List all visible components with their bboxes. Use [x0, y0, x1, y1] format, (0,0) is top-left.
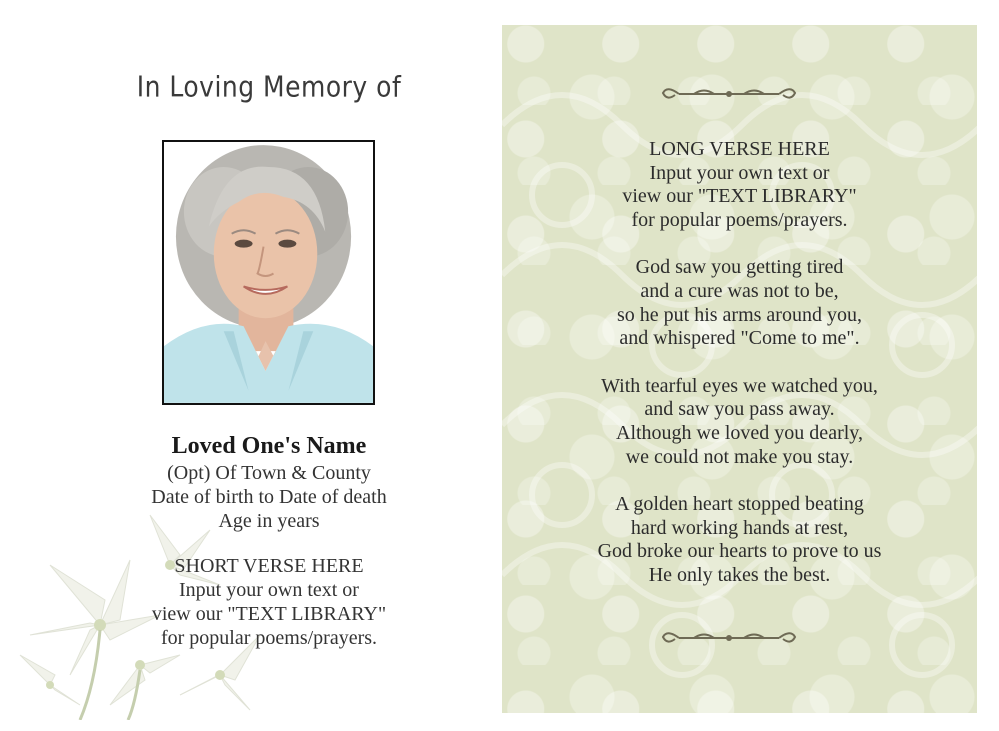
flourish-divider-top: [659, 83, 799, 105]
verse-stanza: [502, 375, 977, 469]
verse-line: God broke our hearts to prove to us: [597, 540, 882, 563]
verse-line: God saw you getting tired: [635, 256, 844, 279]
portrait-photo[interactable]: [162, 140, 375, 405]
town-line[interactable]: (Opt) Of Town & County: [167, 462, 371, 484]
dates-line[interactable]: Date of birth to Date of death: [151, 486, 387, 508]
verse-line: A golden heart stopped beating: [615, 493, 864, 516]
verse-line: and whispered "Come to me".: [619, 327, 860, 350]
verse-line: and a cure was not to be,: [640, 279, 839, 302]
verse-line: for popular poems/prayers.: [631, 208, 848, 231]
portrait-image: [164, 142, 373, 403]
long-verse[interactable]: [502, 138, 977, 612]
verse-line: hard working hands at rest,: [630, 516, 849, 539]
short-verse-line: Input your own text or: [179, 579, 359, 601]
short-verse-line: view our "TEXT LIBRARY": [151, 603, 387, 625]
back-card: [502, 25, 977, 713]
short-verse[interactable]: [60, 554, 478, 650]
flourish-divider-bottom: [659, 627, 799, 649]
verse-stanza: [502, 138, 977, 232]
age-line[interactable]: Age in years: [218, 510, 320, 532]
verse-stanza: [502, 256, 977, 350]
verse-line: LONG VERSE HERE: [649, 138, 830, 160]
verse-line: so he put his arms around you,: [617, 303, 862, 326]
verse-line: we could not make you stay.: [625, 445, 854, 468]
verse-line: Input your own text or: [649, 161, 830, 184]
verse-stanza: [502, 493, 977, 587]
short-verse-line: for popular poems/prayers.: [160, 627, 378, 649]
verse-line: With tearful eyes we watched you,: [601, 374, 878, 397]
memorial-heading: In Loving Memory of: [136, 69, 402, 104]
verse-line: and saw you pass away.: [644, 398, 835, 421]
loved-one-name[interactable]: Loved One's Name: [171, 433, 367, 459]
short-verse-title: SHORT VERSE HERE: [174, 555, 364, 577]
verse-line: Although we loved you dearly,: [616, 421, 863, 444]
verse-line: He only takes the best.: [648, 563, 831, 586]
verse-line: view our "TEXT LIBRARY": [622, 185, 857, 208]
